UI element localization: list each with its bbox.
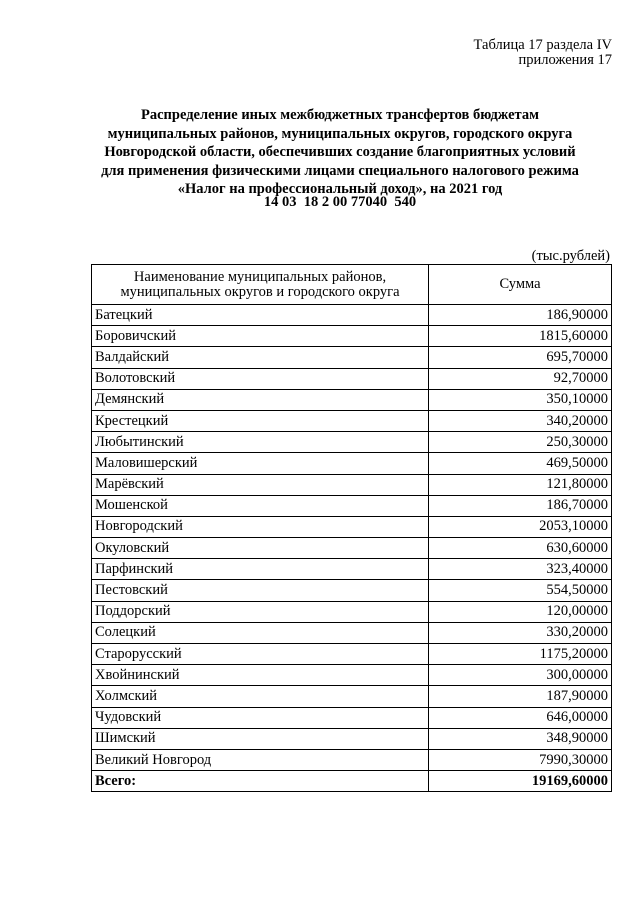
table-row [92, 410, 612, 431]
row-name: Хвойнинский [92, 665, 429, 686]
table-row [92, 453, 612, 474]
title-line: «Налог на профессиональный доход», на 2021 год [177, 181, 503, 197]
row-name: Любытинский [92, 432, 429, 453]
row-name: Шимский [92, 728, 429, 749]
row-value: 695,70000 [429, 347, 612, 368]
table-row [92, 580, 612, 601]
total-label: Всего: [92, 771, 429, 792]
table-body [92, 305, 612, 792]
row-name: Мошенской [92, 495, 429, 516]
row-name: Окуловский [92, 538, 429, 559]
column-header-name [92, 265, 429, 305]
table-row [92, 305, 612, 326]
row-name: Чудовский [92, 707, 429, 728]
row-name: Маловишерский [92, 453, 429, 474]
row-name: Волотовский [92, 368, 429, 389]
title-line: муниципальных районов, муниципальных округов, городского округа [107, 125, 573, 142]
title-line: для применения физическими лицами специального налогового режима [101, 162, 579, 179]
column-header-sum: Сумма [429, 265, 612, 305]
row-value: 330,20000 [429, 622, 612, 643]
row-value: 250,30000 [429, 432, 612, 453]
table-row [92, 538, 612, 559]
table-reference [474, 38, 612, 68]
table-row [92, 516, 612, 537]
table-row [92, 665, 612, 686]
table-reference-line1: Таблица 17 раздела IV [473, 37, 612, 53]
row-name: Боровичский [92, 326, 429, 347]
row-value: 340,20000 [429, 410, 612, 431]
table-row [92, 432, 612, 453]
table-row [92, 474, 612, 495]
row-name: Батецкий [92, 305, 429, 326]
row-name: Марёвский [92, 474, 429, 495]
row-name: Старорусский [92, 644, 429, 665]
row-name: Парфинский [92, 559, 429, 580]
row-name: Крестецкий [92, 410, 429, 431]
total-value: 19169,60000 [429, 771, 612, 792]
distribution-table [91, 264, 612, 792]
row-value: 350,10000 [429, 389, 612, 410]
row-name: Великий Новгород [92, 749, 429, 770]
table-row [92, 622, 612, 643]
units-label: (тыс.рублей) [531, 248, 610, 264]
row-value: 554,50000 [429, 580, 612, 601]
row-value: 187,90000 [429, 686, 612, 707]
column-header-name-line2: муниципальных округов и городского округа [120, 283, 400, 300]
row-value: 2053,10000 [429, 516, 612, 537]
table-row [92, 495, 612, 516]
row-name: Валдайский [92, 347, 429, 368]
row-value: 186,70000 [429, 495, 612, 516]
table-row [92, 368, 612, 389]
row-value: 630,60000 [429, 538, 612, 559]
table-row [92, 559, 612, 580]
total-row [92, 771, 612, 792]
row-value: 469,50000 [429, 453, 612, 474]
table-row [92, 601, 612, 622]
table-row [92, 707, 612, 728]
row-value: 1815,60000 [429, 326, 612, 347]
table-row [92, 347, 612, 368]
table-row [92, 686, 612, 707]
row-name: Пестовский [92, 580, 429, 601]
row-name: Поддорский [92, 601, 429, 622]
row-value: 348,90000 [429, 728, 612, 749]
row-name: Новгородский [92, 516, 429, 537]
table-reference-line2: приложения 17 [518, 52, 612, 68]
table-row [92, 749, 612, 770]
row-value: 1175,20000 [429, 644, 612, 665]
title-line: Распределение иных межбюджетных трансфертов бюджетам [141, 107, 539, 123]
budget-code: 14 03 18 2 00 77040 540 [263, 194, 417, 210]
table-row [92, 728, 612, 749]
table-header-row [92, 265, 612, 305]
table-row [92, 389, 612, 410]
row-name: Солецкий [92, 622, 429, 643]
row-name: Холмский [92, 686, 429, 707]
title-line: Новгородской области, обеспечивших создание благоприятных условий [104, 144, 576, 160]
row-value: 646,00000 [429, 707, 612, 728]
row-value: 7990,30000 [429, 749, 612, 770]
row-value: 121,80000 [429, 474, 612, 495]
row-value: 120,00000 [429, 601, 612, 622]
row-value: 300,00000 [429, 665, 612, 686]
row-value: 92,70000 [429, 368, 612, 389]
column-header-name-line1: Наименование муниципальных районов, [133, 268, 387, 285]
row-value: 323,40000 [429, 559, 612, 580]
table-row [92, 644, 612, 665]
row-name: Демянский [92, 389, 429, 410]
table-row [92, 326, 612, 347]
document-title [70, 106, 610, 199]
row-value: 186,90000 [429, 305, 612, 326]
